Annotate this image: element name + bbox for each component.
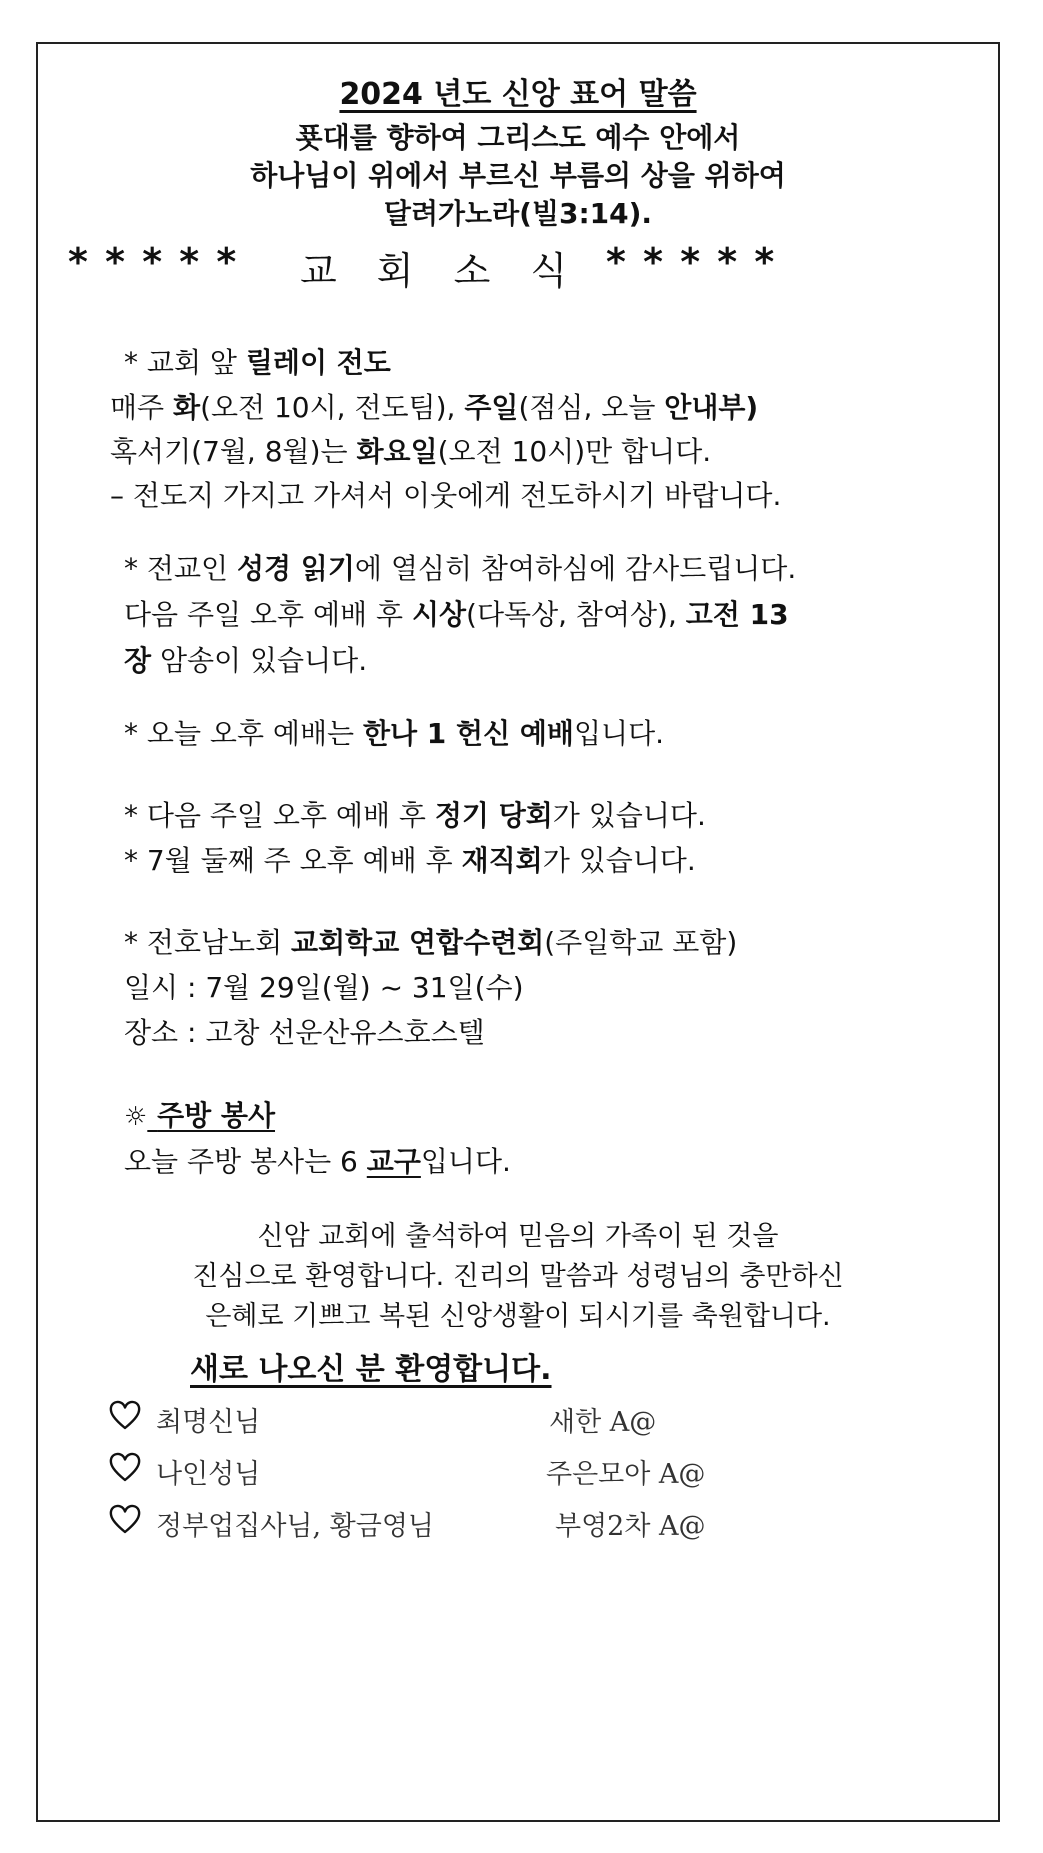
text-bold: 정기 당회 [434,799,553,832]
retreat-line-1 [124,921,737,961]
bible-line-3 [124,639,367,679]
text: * 7월 둘째 주 오후 예배 후 [124,844,462,877]
text: 가 있습니다. [542,844,696,877]
text-bold: 주일 [464,391,519,424]
newcomer-name: 최명신님 [156,1407,261,1438]
relay-line-3: – 전도지 가지고 가셔서 이웃에게 전도하시기 바랍니다. [110,479,782,512]
text: 혹서기(7월, 8월)는 [110,435,357,468]
text-bold: 안내부) [664,391,759,424]
verse-line-2: 하나님이 위에서 부르신 부름의 상을 위하여 [250,159,786,192]
verse-line-1: 푯대를 향하여 그리스도 예수 안에서 [295,121,741,154]
text: 다음 주일 오후 예배 후 [124,598,412,631]
verse-line-3: 달려가노라(빌3:14). [383,197,653,230]
text: (다독상, 참여상), [466,598,686,631]
text-bold: 재직회 [461,844,543,877]
text-bold: 화요일 [356,435,438,468]
list-item [108,1450,948,1490]
list-item [108,1502,948,1542]
bible-line-1 [124,547,796,587]
text: * 전교인 [124,552,237,585]
heart-icon [108,1502,142,1536]
stars-right: * * * * * [606,240,777,284]
relay-heading-prefix: * 교회 앞 [124,346,246,379]
text-bold: 화 [173,391,201,424]
list-item [108,1398,948,1438]
retreat-place: 장소 : 고창 선운산유스호스텔 [124,1016,485,1049]
text-bold: 성경 읽기 [236,552,355,585]
kitchen-line [124,1140,511,1180]
text: * 오늘 오후 예배는 [124,717,363,750]
text-bold: 교회학교 연합수련회 [291,926,545,959]
news-header-title: 교 회 소 식 [300,249,582,293]
text: (점심, 오늘 [518,391,665,424]
newcomer-group: 부영2차 A@ [555,1511,706,1542]
welcome-title: 새로 나오신 분 환영합니다. [190,1352,552,1387]
stars-left: * * * * * [68,240,239,284]
meeting-line-2 [124,839,696,879]
relay-line-2 [110,430,711,470]
kitchen-heading-text: 주방 봉사 [157,1099,276,1132]
relay-line-1 [110,386,758,426]
text: 입니다. [420,1145,511,1178]
text: (오전 10시)만 합니다. [437,435,712,468]
text: * 전호남노회 [124,926,292,959]
newcomer-group: 새한 A@ [549,1407,657,1438]
page-title: 2024 년도 신앙 표어 말씀 [339,77,697,112]
text: (오전 10시, 전도팀), [200,391,465,424]
welcome-line-1: 신암 교회에 출석하여 믿음의 가족이 된 것을 [257,1221,779,1252]
text-bold: 한나 1 헌신 예배 [362,717,574,750]
relay-heading-bold: 릴레이 전도 [245,346,391,379]
meeting-line-1 [124,794,706,834]
kitchen-heading [124,1094,275,1134]
text: 오늘 주방 봉사는 6 [124,1145,367,1178]
retreat-date: 일시 : 7월 29일(월) ~ 31일(수) [124,971,524,1004]
newcomer-name: 정부업집사님, 황금영님 [156,1511,434,1542]
kitchen-heading-underlined [124,1099,275,1132]
relay-heading [124,341,391,381]
text-bold: 장 [124,644,152,677]
text-bold: 고전 13 [685,598,789,631]
heart-icon [108,1450,142,1484]
newcomer-name: 나인성님 [156,1459,261,1490]
bible-line-2 [124,593,789,633]
sun-icon: ☼ [124,1102,148,1132]
text: 매주 [110,391,173,424]
newcomer-group: 주은모아 A@ [546,1459,706,1490]
text: 가 있습니다. [552,799,706,832]
text: 입니다. [573,717,665,750]
text: 암송이 있습니다. [151,644,368,677]
text-bold: 시상 [411,598,467,631]
text-bold: 교구 [366,1145,421,1178]
text: * 다음 주일 오후 예배 후 [124,799,435,832]
worship-line [124,712,664,752]
heart-icon [108,1398,142,1432]
bulletin-frame [36,42,1000,1822]
welcome-line-3: 은혜로 기쁘고 복된 신앙생활이 되시기를 축원합니다. [205,1301,831,1332]
text: 에 열심히 참여하심에 감사드립니다. [354,552,797,585]
text: (주일학교 포함) [544,926,738,959]
welcome-line-2: 진심으로 환영합니다. 진리의 말씀과 성령님의 충만하신 [192,1261,844,1292]
